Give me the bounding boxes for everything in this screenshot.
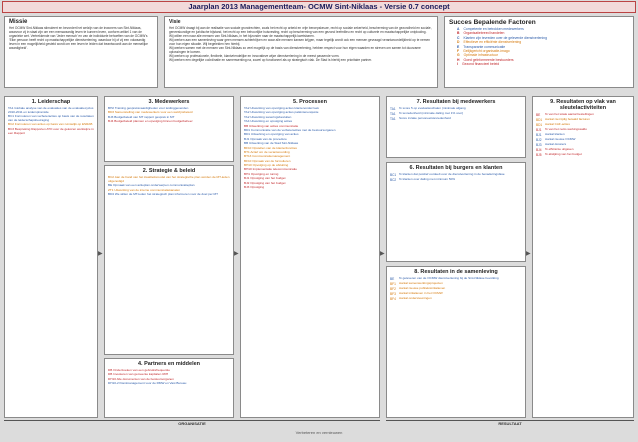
row-code: BD1 [536, 118, 543, 122]
processen-item: TA4 Uitwerking en opvolging acties [244, 119, 293, 124]
res-sleutel-heading: 9. Resultaten op vlak van sleutelactiviteiten [550, 99, 616, 111]
row-text: % klanten dat positief oordeelt over de dienstverlening in de benaderingsfase [399, 172, 505, 176]
row-text: Aantal niet tijdig betaald facturen [545, 117, 590, 121]
strategie-item: BC2 Aan de hand van het kwaliteitsmodel van het strategische plan worden de MT-leden uitgenodigd [108, 175, 230, 183]
strategie-list [105, 176, 233, 197]
factor-code: C [457, 35, 460, 40]
row-code: BC2 [390, 178, 397, 182]
page-title: Jaarplan 2013 Managementteam- OCMW Sint-Niklaas - Versie 0.7 concept [2, 1, 636, 13]
partners-item: DH10 Alle documenten van de bestuursorganen [108, 376, 174, 381]
processen-item: BH1 Opvolging en tuning [244, 171, 279, 176]
res-sleutel-box [532, 96, 634, 418]
medewerkers-box [104, 96, 234, 162]
row-text: % tevredenheid (minimale daling met 1% voor) [399, 111, 464, 115]
visie-line: Wij werken samen met de mensen van Sint-Niklaas zo veel mogelijk op de basis van dienstverlening, hebben respect voor hun eigen waarden en streven om samen tot duurzame oplossingen te komen. [169, 46, 421, 54]
row-code: BF2 [390, 287, 396, 291]
row-code: TA1 [390, 117, 396, 121]
strategie-item: ZT1 Uitwerking van de interne communicatiekanalen [108, 187, 181, 192]
footer-resultaat: RESULTAAT [386, 420, 634, 428]
processen-item: BF10 Opstellen van de klantenfuncties [244, 145, 297, 150]
footer-organisatie: ORGANISATIE [4, 420, 380, 428]
row-code: BE [390, 277, 395, 281]
medewerkers-item: BJ3 Budgetbeleid van MT rapport gesprek in MT [108, 114, 175, 119]
processen-item: BT13 Communicatiemanagement [244, 154, 291, 159]
factor-code: E [457, 44, 460, 49]
arrow-right-icon: ▶ [526, 250, 531, 257]
medewerkers-item: BD3 Samenstelling van medewerkers voor een welzijnsbeleid [108, 110, 193, 115]
row-code: TA1 [390, 112, 396, 116]
row-code: TA1 [390, 107, 396, 111]
leiderschap-item: BC3 Bespreking Rapporten ATO over de gekozen werkwijze in een Rapport [8, 126, 94, 135]
missie-box [4, 16, 158, 88]
factor-code: A [457, 27, 460, 31]
visie-heading: Visie [169, 19, 181, 25]
res-klanten-heading: 6. Resultaten bij burgers en klanten [409, 165, 503, 171]
factor-label: Goed geïnformeerde bestuurders [463, 57, 514, 62]
factor-code: H [457, 57, 460, 62]
res-medewerkers-heading: 7. Resultaten bij medewerkers [416, 99, 496, 105]
processen-item: BD1 Uitwerking en opvolging van acties [244, 132, 299, 137]
footer-verbeteren: Verbeteren en vernieuwen [295, 430, 343, 435]
row-text: % van het netto werkingssaldo [545, 127, 587, 131]
visie-lines [165, 26, 437, 62]
row-text: Aantal initiatieven in het OCMW [399, 291, 443, 295]
res-klanten-rows [387, 173, 525, 182]
visie-line: Wij werken aan een samenleving waar geen mensen achterblijven en waar alle mensen kansen krijgen, maar tegelijk wordt ook een mensen gevraagd verantwoordelijkheid op te nemen voor hun eigen situatie. Wij begeleiden hen hierbij. [169, 38, 430, 46]
missie-heading: Missie [9, 19, 28, 25]
medewerkers-item: BJ4 Budgetbeleid plannen en opvolging binnen budgetbeheer [108, 119, 193, 124]
res_klanten-row [390, 178, 522, 182]
res-samenleving-rows [387, 277, 525, 301]
processen-item: TA2 Uitwerking saneringsbesluiten [244, 114, 292, 119]
row-code: BC1 [390, 173, 397, 177]
processen-item: BB Uitwerking van de Stad Sint-Niklaas [244, 141, 299, 146]
visie-box [164, 16, 438, 88]
missie-text: Het OCMW Sint-Niklaas stimuleert en bevordert het welzijn van de inwoners van Sint-Niklaas, waarvoor zij in staat zijn om een menswaardig leven te kunnen leven, conform artikel 1 van de organieke wet. Vertrekkende van 'Jeder mensch' en van de individuele behoeften van de OCMW's 'Elke persoon heeft recht op maatschappelijke dienstverlening, waardoor hij of zij een volwaardig leven in een mogelijkheid gesteld wordt om een leven te leiden dat beantwoordt aan de menselijke waardigheid'. [9, 26, 148, 50]
leiderschap-item: BC2 Formuleren van acties op basis van ruimtelijk op ESRAB [8, 122, 93, 127]
factor-label: Optimale infrastructuur [463, 53, 498, 58]
processen-item: BJ3 Opvolging [244, 185, 265, 190]
factor-label: Effectieve en efficiënte dienstverlening [463, 40, 522, 45]
visie-line: Wij werken op professionele, flexibele, klantvriendelijke en innovatieve wijze dienstverlening in de meest passende vorm. [169, 54, 340, 58]
row-text: Aantal klanten [545, 132, 565, 136]
res_medewerkers-row [390, 117, 522, 121]
res_samenleving-row [390, 297, 522, 301]
row-text: Aantal nieuwe OCMW [545, 137, 576, 141]
row-text: Aantal CAF-acties [545, 122, 570, 126]
processen-item: BD1 Communicatie van de verbeteracties met de bestuursorganen [244, 127, 336, 132]
row-text: Aantal nieuwe publieksinitiatieven [399, 286, 446, 290]
processen-item: TA2 Uitwerking van opvolging acties klantenonderzoek [244, 106, 319, 110]
processen-item: BF10 Opmaak van de formulieren [244, 158, 291, 163]
partners-box [104, 358, 234, 418]
medewerkers-heading: 3. Medewerkers [148, 99, 190, 105]
processen-heading: 5. Processen [293, 99, 327, 105]
row-code: BJ3 [536, 143, 542, 147]
row-code: BJ4 [536, 148, 542, 152]
factoren-box [444, 16, 634, 88]
row-code: BF3 [390, 292, 396, 296]
factor-code: D [457, 40, 460, 45]
factoren-list [445, 27, 633, 67]
factor-label: Gezond financieel beleid [461, 62, 500, 67]
row-text: % klanten over daling met minimum 50% [399, 177, 456, 181]
factor-label: Transparante communicatie [463, 44, 506, 49]
leiderschap-item: TA1 Globale analyse van de evaluaties van de evaluatiecyclus 2010-2011 en leiderspiramide [8, 106, 94, 114]
row-code: BJ1 [536, 128, 542, 132]
processen-item: BB Uitwerking van acties communicatie [244, 123, 299, 128]
processen-item: BJ2 Opvolging van het budget [244, 180, 286, 185]
row-code: BJ1 [536, 133, 542, 137]
factor-label: Competente en betrokken medewerkers [463, 27, 524, 31]
factor-label: Gelijkgericht organisatie-imago [463, 49, 510, 54]
strategie-heading: 2. Strategie & beleid [142, 168, 196, 174]
visie-line: Het OCMW draagt bij aan de realisatie van sociale grondrechten, zoals het recht op arbeid en vrije beroepskeuze, recht op sociale zekerheid, bescherming van de gezondheid en sociale, geneeskundige en juridische bijstand, het recht op een behoorlijke huisvesting, recht op bescherming van een gezond leefmilieu en recht op culturele en maatschappelijke ontplooiing. [169, 26, 432, 34]
row-text: Aantal samenwerkingsprojecten [399, 281, 443, 285]
leiderschap-heading: 1. Leiderschap [31, 99, 71, 105]
factor-label: Organisatiebreed handelen [463, 31, 505, 36]
res-medewerkers-box [386, 96, 526, 158]
factoren-heading: Succes Bepalende Factoren [449, 19, 536, 26]
row-text: % van het totale aantal bestellingen [545, 112, 594, 116]
row-code: BF1 [390, 282, 396, 286]
partners-list [105, 369, 233, 386]
processen-item: BJ1 Opvolging van het budget [244, 176, 286, 181]
processen-list [241, 107, 379, 190]
row-text: % geleveren van de OCMW dienstverlening bij de Sint-Niklase bevolking [399, 276, 499, 280]
leiderschap-list [5, 107, 97, 135]
leiderschap-box [4, 96, 98, 418]
arrow-right-icon: ▶ [234, 250, 239, 257]
processen-item: BH10 Opvolging op de afsluiting [244, 163, 289, 168]
strategie-item: BD4 We willen de MT-leden het strategisch plan informeren voor de doel per MT [108, 191, 218, 196]
partners-heading: 4. Partners en middelen [137, 361, 201, 367]
res-samenleving-box [386, 266, 526, 418]
partners-item: DB Onderzoeken van een gebruiksfrequentie [108, 368, 170, 372]
row-text: % afwijking van het budget [545, 152, 582, 156]
medewerkers-list [105, 107, 233, 124]
row-code: BD1 [536, 123, 543, 127]
strategie-item: BE Opmaak van een actieplan onderwerpen communicatieplan [108, 183, 195, 188]
res_sleutel-row [536, 153, 630, 157]
leiderschap-item: BC1 Formuleren van verbeteracties op basis van de resultaten van de leiderschapsbevraging [8, 114, 94, 122]
processen-item: TA2 Uitwerking van opvolging acties patiëntenenquête [244, 110, 319, 115]
factor-code: B [457, 31, 460, 36]
factor-label: Klanten zijn tevreden over de geleverde dienstverlening [463, 35, 547, 40]
factor-item [445, 62, 633, 66]
strategie-box [104, 165, 234, 355]
row-text: Aantal ondersteuningen [399, 296, 432, 300]
row-code: BJ2 [536, 138, 542, 142]
processen-box [240, 96, 380, 418]
processen-item: BH10 Implementatie telecommunicatie [244, 167, 297, 172]
partners-item: DB Investeren van gemeente kapitalen IWH [108, 372, 169, 377]
processen-item: BT1 Actief om de verantwoording [244, 149, 290, 154]
row-text: Score inzake personeelstevredenheid [399, 116, 451, 120]
row-code: BF4 [390, 297, 396, 301]
row-code: BE [536, 113, 541, 117]
res-samenleving-heading: 8. Resultaten in de samenleving [414, 269, 498, 275]
row-text: % score 5 op evaluatieschalen (minimale afgang [399, 106, 466, 110]
processen-item: BJ1 Opmaak van de procedure [244, 136, 287, 141]
res-sleutel-rows [533, 113, 633, 157]
factor-code: G [457, 53, 460, 58]
res-medewerkers-rows [387, 107, 525, 121]
row-text: Aantal dossiers [545, 142, 567, 146]
arrow-right-icon: ▶ [98, 250, 103, 257]
res-klanten-box [386, 162, 526, 262]
factor-code: I [457, 62, 458, 67]
visie-line: Wij werken een degelijke coördinatie en samenwerking na, zowel op functioneel als op strategisch vlak. De Stad is hierbij een prioritaire partner. [169, 58, 372, 62]
row-code: BJ5 [536, 153, 542, 157]
factor-code: F [457, 49, 460, 54]
row-text: % efficiënte uitgaven [545, 147, 574, 151]
visie-line: Wij willen een naar alle mensen van Sint-Niklaas, in het bijzonder naar de maatschappelijk kwetsbaren. [169, 34, 315, 38]
partners-item: DH10-2 Klantmanagement voor de RMW en Vast Bureau [108, 381, 187, 386]
medewerkers-item: BH2 Training gespreksvaardigheden voor leidinggevenden [108, 106, 189, 110]
arrow-right-icon: ▶ [380, 250, 385, 257]
